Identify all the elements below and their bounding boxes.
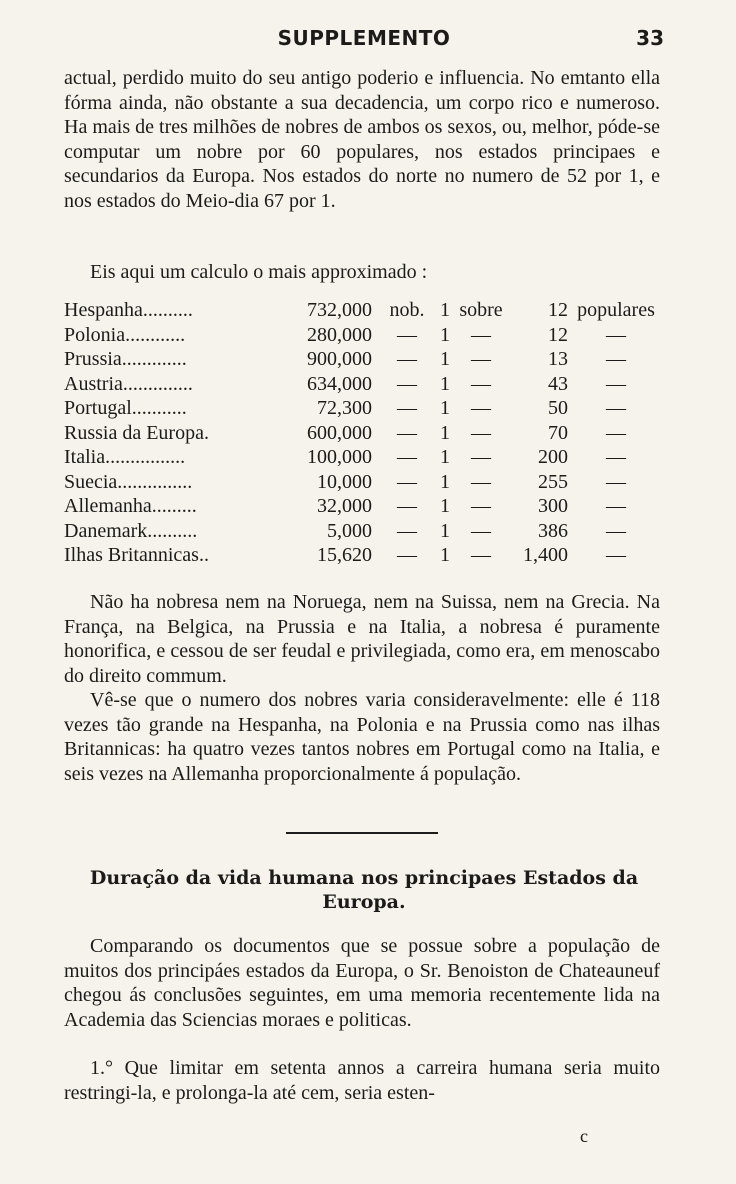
table-cell-country: Danemark.......... bbox=[64, 519, 198, 542]
table-row bbox=[64, 494, 664, 519]
table-cell-one: 1 bbox=[440, 299, 450, 321]
table-cell-value: 12 bbox=[548, 299, 568, 321]
table-cell-count: 5,000 bbox=[327, 519, 372, 542]
table-cell-populares: — bbox=[606, 372, 626, 395]
table-cell-unit: — bbox=[397, 519, 417, 542]
table-cell-one: 1 bbox=[440, 348, 450, 370]
table-cell-value: 255 bbox=[538, 470, 568, 493]
table-cell-value: 43 bbox=[548, 372, 568, 395]
table-cell-one: 1 bbox=[440, 323, 450, 346]
table-cell-populares: populares bbox=[577, 299, 655, 321]
table-cell-sobre: — bbox=[471, 348, 491, 370]
table-cell-country: Allemanha......... bbox=[64, 495, 197, 517]
table-cell-unit: — bbox=[397, 421, 417, 444]
table-cell-country: Austria.............. bbox=[64, 372, 193, 395]
table-cell-populares: — bbox=[606, 446, 626, 468]
table-cell-value: 12 bbox=[548, 323, 568, 346]
paragraph-conclusion-1: 1.° Que limitar em setenta annos a carreira humana seria muito restringi-la, e prolonga-la até cem, seria esten- bbox=[64, 1057, 660, 1104]
running-title: SUPPLEMENTO bbox=[277, 26, 451, 50]
table-cell-sobre: — bbox=[471, 519, 491, 542]
table-cell-one: 1 bbox=[440, 446, 450, 468]
table-row bbox=[64, 372, 664, 397]
table-cell-populares: — bbox=[606, 348, 626, 370]
signature-mark: c bbox=[580, 1126, 588, 1146]
table-cell-country: Prussia............. bbox=[64, 348, 187, 370]
table-cell-value: 13 bbox=[548, 348, 568, 370]
table-cell-unit: nob. bbox=[389, 299, 425, 321]
table-cell-unit: — bbox=[397, 495, 417, 517]
table-cell-count: 10,000 bbox=[317, 470, 372, 493]
table-cell-sobre: — bbox=[471, 495, 491, 517]
table-cell-count: 15,620 bbox=[317, 544, 372, 566]
table-cell-sobre: — bbox=[471, 372, 491, 395]
table-cell-unit: — bbox=[397, 372, 417, 395]
table-cell-unit: — bbox=[397, 323, 417, 346]
table-row bbox=[64, 347, 664, 372]
table-row bbox=[64, 519, 664, 544]
table-cell-value: 300 bbox=[538, 495, 568, 517]
table-cell-populares: — bbox=[606, 470, 626, 493]
table-cell-one: 1 bbox=[440, 519, 450, 542]
table-cell-country: Italia................ bbox=[64, 446, 186, 468]
table-cell-sobre: — bbox=[471, 544, 491, 566]
table-cell-country: Polonia............ bbox=[64, 323, 186, 346]
table-cell-sobre: sobre bbox=[459, 299, 503, 321]
table-cell-count: 32,000 bbox=[317, 495, 372, 517]
paragraph-table-intro: Eis aqui um calculo o mais approximado : bbox=[90, 261, 428, 283]
table-cell-unit: — bbox=[397, 348, 417, 370]
table-cell-one: 1 bbox=[440, 421, 450, 444]
table-cell-one: 1 bbox=[440, 470, 450, 493]
table-cell-unit: — bbox=[397, 470, 417, 493]
table-cell-count: 280,000 bbox=[307, 323, 372, 346]
table-cell-sobre: — bbox=[471, 446, 491, 468]
table-cell-count: 600,000 bbox=[307, 421, 372, 444]
page-header bbox=[64, 26, 664, 56]
table-cell-populares: — bbox=[606, 421, 626, 444]
nobility-table bbox=[64, 298, 664, 568]
table-cell-populares: — bbox=[606, 544, 626, 566]
table-cell-unit: — bbox=[397, 446, 417, 468]
table-cell-one: 1 bbox=[440, 495, 450, 517]
table-row bbox=[64, 543, 664, 568]
table-cell-sobre: — bbox=[471, 397, 491, 419]
table-cell-count: 100,000 bbox=[307, 446, 372, 468]
table-cell-one: 1 bbox=[440, 397, 450, 419]
paragraph-nobility-intro: actual, perdido muito do seu antigo poderio e influencia. No emtanto ella fórma ainda, não obstante a sua decadencia, um corpo rico e numeroso. Ha mais de tres milhões de nobres de ambos os sexos, ou, melhor, póde-se computar um nobre por 60 populares, nos estados principaes e secundarios da Europa. Nos estados do norte no numero de 52 por 1, e nos estados do Meio-dia 67 por 1. bbox=[64, 67, 660, 212]
table-cell-count: 900,000 bbox=[307, 348, 372, 370]
paragraph-no-nobility: Não ha nobresa nem na Noruega, nem na Suissa, nem na Grecia. Na França, na Belgica, na Prussia e na Italia, a nobresa é puramente honorifica, e cessou de ser feudal e privilegiada, como era, em menoscabo do direito commum. bbox=[64, 591, 660, 687]
paragraph-variation: Vê-se que o numero dos nobres varia consideravelmente: elle é 118 vezes tão grande na Hespanha, na Polonia e na Prussia como nas ilhas Britannicas: ha quatro vezes tantos nobres em Portugal como na Italia, e seis vezes na Allemanha proporcionalmente á população. bbox=[64, 689, 660, 785]
table-cell-populares: — bbox=[606, 495, 626, 517]
table-row bbox=[64, 323, 664, 348]
table-cell-country: Ilhas Britannicas.. bbox=[64, 544, 209, 566]
table-cell-unit: — bbox=[397, 544, 417, 566]
table-cell-sobre: — bbox=[471, 323, 491, 346]
table-row bbox=[64, 470, 664, 495]
table-cell-sobre: — bbox=[471, 421, 491, 444]
table-cell-value: 70 bbox=[548, 421, 568, 444]
section-title: Duração da vida humana nos principaes Estados da Europa. bbox=[89, 867, 639, 913]
section-divider bbox=[286, 832, 438, 834]
table-cell-value: 1,400 bbox=[523, 544, 568, 566]
table-cell-country: Hespanha.......... bbox=[64, 299, 193, 321]
table-cell-count: 634,000 bbox=[307, 372, 372, 395]
table-row bbox=[64, 298, 664, 323]
table-cell-value: 50 bbox=[548, 397, 568, 419]
table-cell-populares: — bbox=[606, 323, 626, 346]
table-cell-sobre: — bbox=[471, 470, 491, 493]
paragraph-comparison: Comparando os documentos que se possue sobre a população de muitos dos principáes estados da Europa, o Sr. Benoiston de Chateauneuf chegou ás conclusões seguintes, em uma memoria recentemente lida na Academia das Sciencias moraes e politicas. bbox=[64, 935, 660, 1031]
table-cell-value: 200 bbox=[538, 446, 568, 468]
table-cell-value: 386 bbox=[538, 519, 568, 542]
table-cell-country: Russia da Europa. bbox=[64, 421, 209, 444]
table-cell-one: 1 bbox=[440, 372, 450, 395]
table-cell-count: 72,300 bbox=[317, 397, 372, 419]
table-cell-count: 732,000 bbox=[307, 299, 372, 321]
table-cell-unit: — bbox=[397, 397, 417, 419]
table-cell-populares: — bbox=[606, 519, 626, 542]
table-row bbox=[64, 421, 664, 446]
table-row bbox=[64, 396, 664, 421]
table-cell-country: Portugal........... bbox=[64, 397, 187, 419]
table-cell-country: Suecia............... bbox=[64, 470, 193, 493]
table-cell-one: 1 bbox=[440, 544, 450, 566]
table-row bbox=[64, 445, 664, 470]
table-cell-populares: — bbox=[606, 397, 626, 419]
page-number: 33 bbox=[636, 26, 664, 50]
